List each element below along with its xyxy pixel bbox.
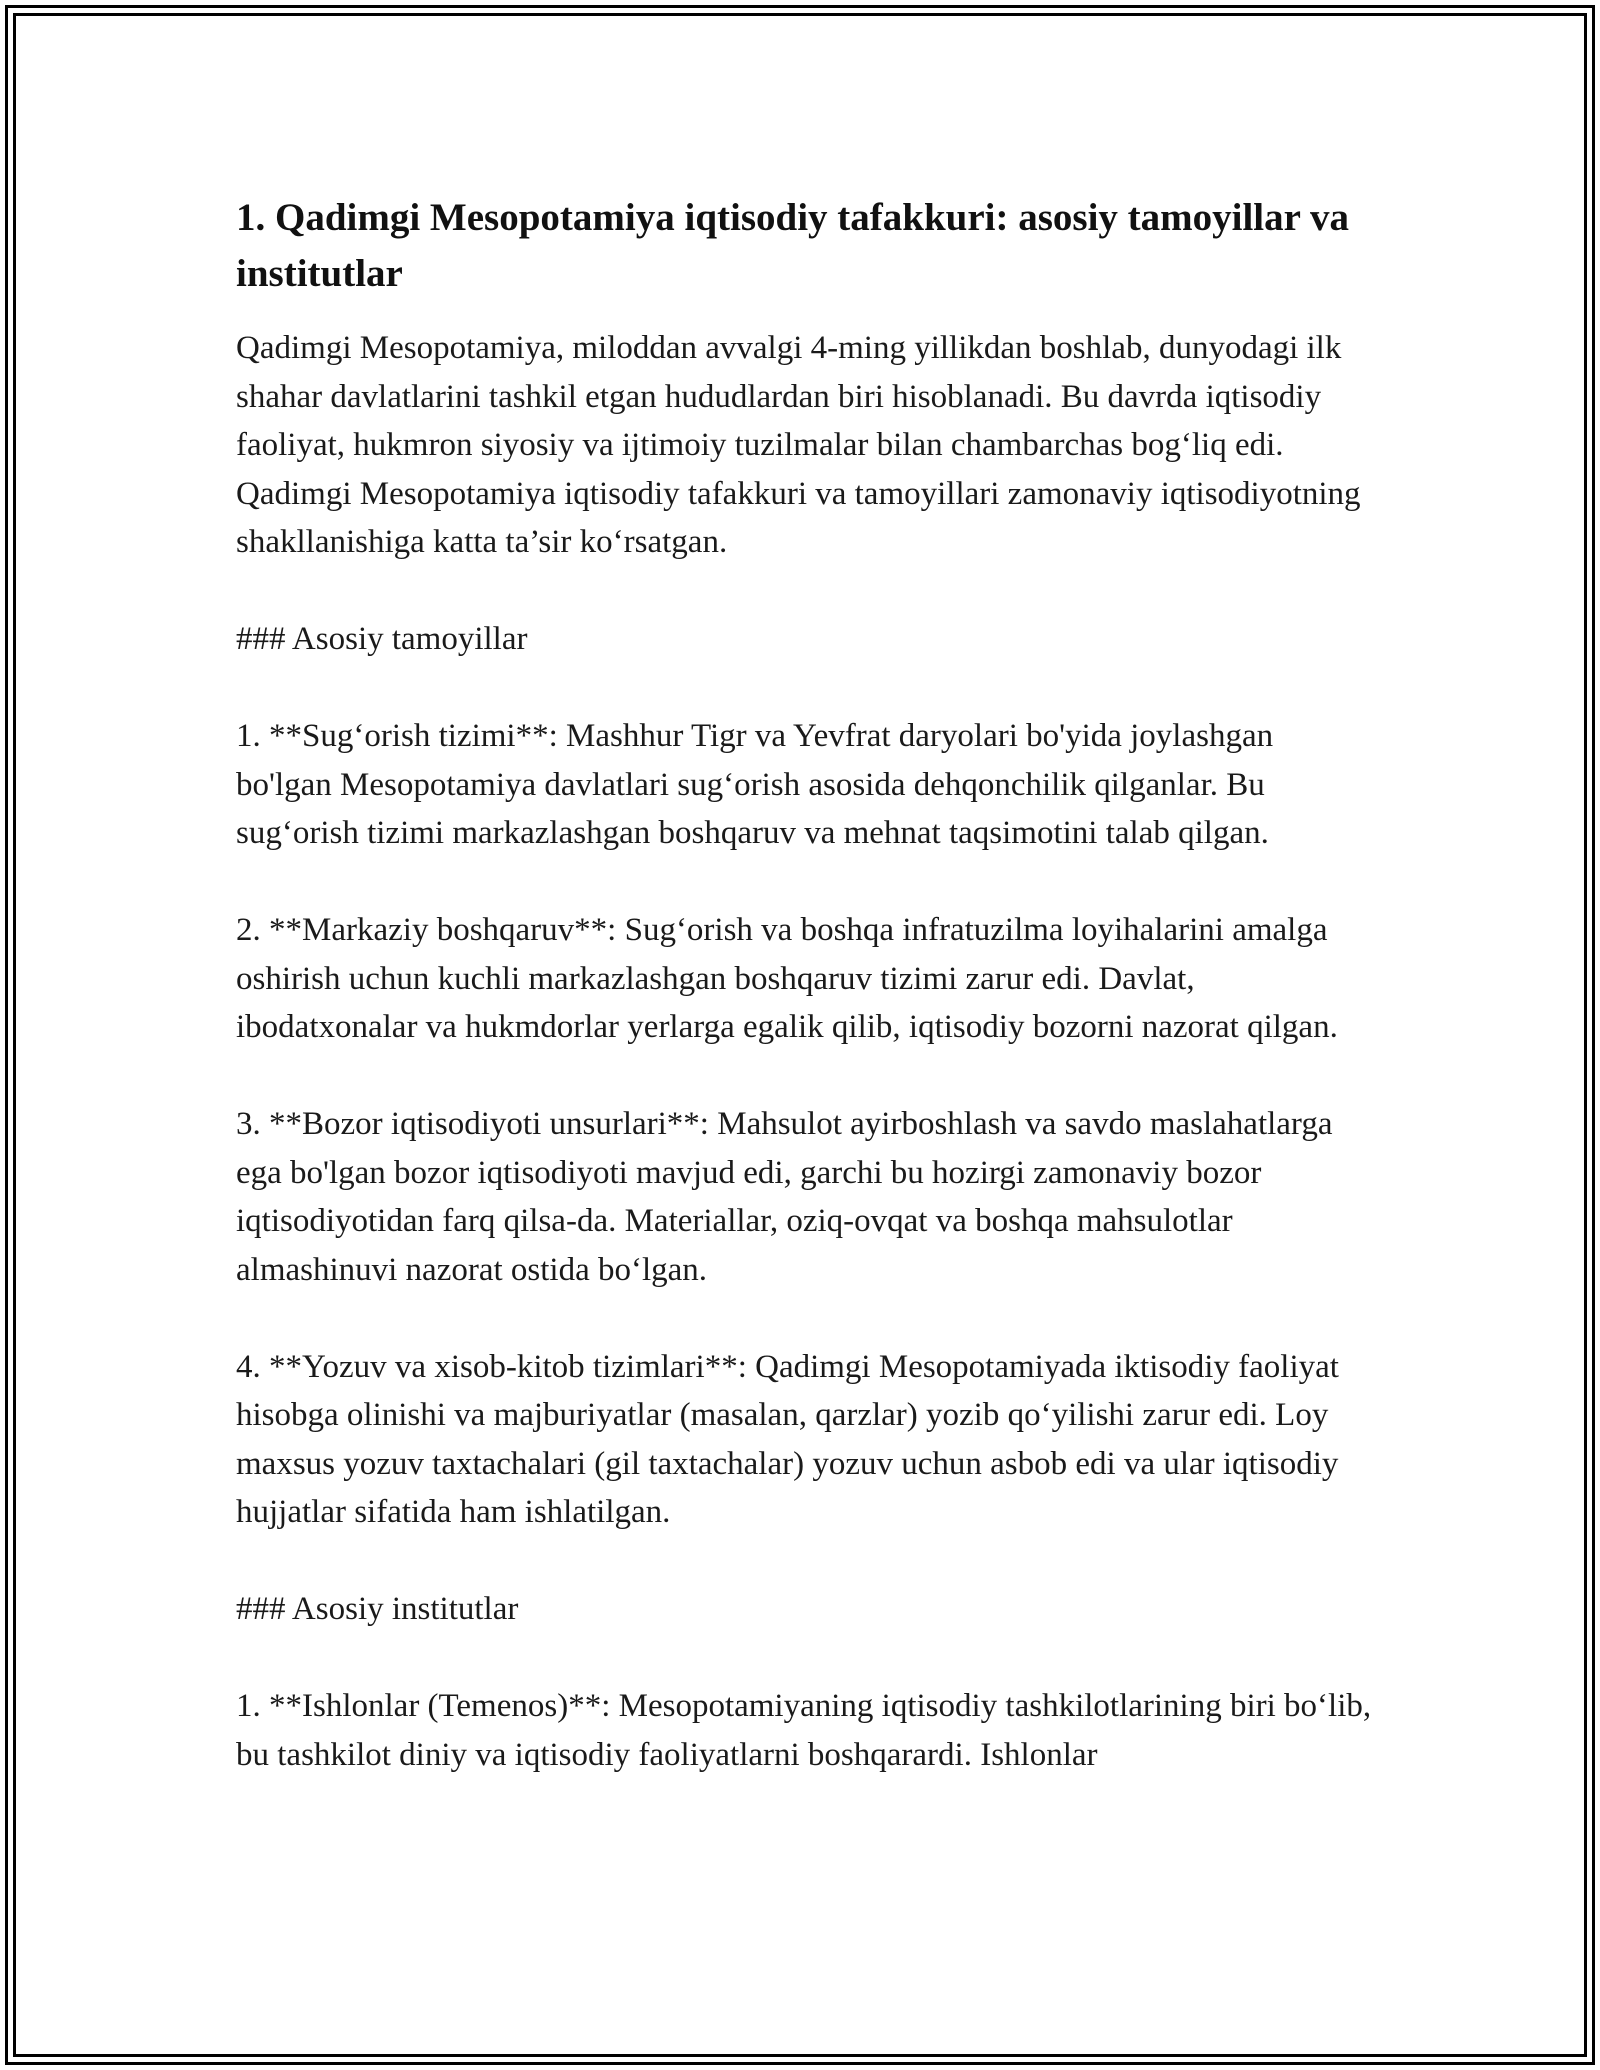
section-heading-institutions: ### Asosiy institutlar xyxy=(236,1591,519,1627)
section-heading-principles: ### Asosiy tamoyillar xyxy=(236,621,528,657)
intro-paragraph: Qadimgi Mesopotamiya, miloddan avvalgi 4-ming yillikdan boshlab, dunyodagi ilk shahar davlatlarini tashkil etgan hududlardan biri hisoblanadi. Bu davrda iqtisodiy faoliyat, hukmron siyosiy va ijtimoiy tuzilmalar bilan chambarchas bog‘liq edi. Qadimgi Mesopotamiya iqtisodiy tafakkuri va tamoyillari zamonaviy iqtisodiyotning shakllanishiga katta ta’sir ko‘rsatgan. xyxy=(236,330,1361,560)
principle-irrigation: 1. **Sug‘orish tizimi**: Mashhur Tigr va Yevfrat daryolari bo'yida joylashgan bo'lgan Mesopotamiya davlatlari sug‘orish asosida dehqonchilik qilganlar. Bu sug‘orish tizimi markazlashgan boshqaruv va mehnat taqsimotini talab qilgan. xyxy=(236,718,1274,851)
institution-temenos: 1. **Ishlonlar (Temenos)**: Mesopotamiyaning iqtisodiy tashkilotlarining biri bo‘lib, bu tashkilot diniy va iqtisodiy faoliyatlarni boshqarardi. Ishlonlar xyxy=(236,1688,1372,1773)
principle-market-elements: 3. **Bozor iqtisodiyoti unsurlari**: Mahsulot ayirboshlash va savdo maslahatlarga ega bo'lgan bozor iqtisodiyoti mavjud edi, garchi bu hozirgi zamonaviy bozor iqtisodiyotidan farq qilsa-da. Materiallar, oziq-ovqat va boshqa mahsulotlar almashinuvi nazorat ostida bo‘lgan. xyxy=(236,1106,1333,1288)
principle-writing-accounting: 4. **Yozuv va xisob-kitob tizimlari**: Qadimgi Mesopotamiyada iktisodiy faoliyat hisobga olinishi va majburiyatlar (masalan, qarzlar) yozib qo‘yilishi zarur edi. Loy maxsus yozuv taxtachalari (gil taxtachalar) yozuv uchun asbob edi va ular iqtisodiy hujjatlar sifatida ham ishlatilgan. xyxy=(236,1348,1339,1530)
document-body xyxy=(236,190,1376,1828)
principle-central-governance: 2. **Markaziy boshqaruv**: Sug‘orish va boshqa infratuzilma loyihalarini amalga oshirish uchun kuchli markazlashgan boshqaruv tizimi zarur edi. Davlat, ibodatxonalar va hukmdorlar yerlarga egalik qilib, iqtisodiy bozorni nazorat qilgan. xyxy=(236,912,1338,1045)
page-title: 1. Qadimgi Mesopotamiya iqtisodiy tafakkuri: asosiy tamoyillar va institutlar xyxy=(236,196,1349,295)
